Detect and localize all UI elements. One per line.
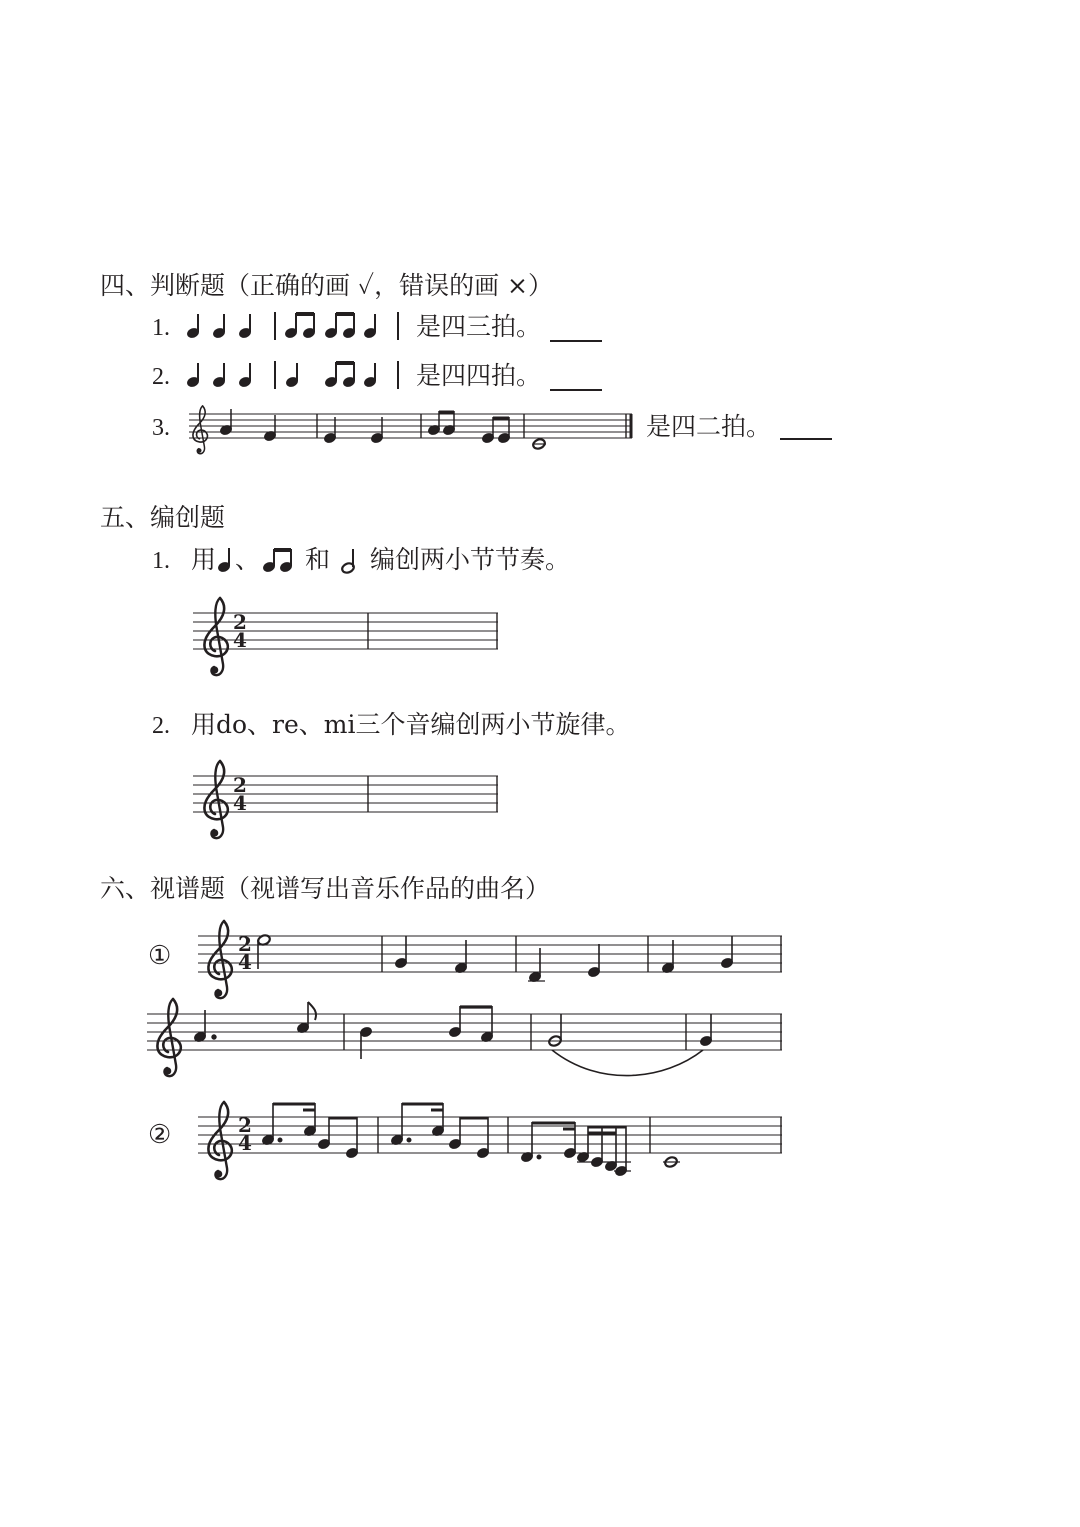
compose-1-time-top: 2: [233, 610, 247, 634]
judge-item-3-number: 3.: [152, 415, 170, 441]
judge-item-3-statement: 是四二拍。: [646, 412, 772, 441]
compose-2-time-bottom: 4: [233, 791, 247, 815]
piece-2-staff: [198, 1102, 782, 1179]
compose-item-1-prefix: 用: [191, 545, 217, 574]
compose-item-2-number: 2.: [152, 713, 170, 739]
piece-1-time-top: 2: [238, 932, 252, 956]
compose-item-1-sep2: 和: [305, 545, 331, 574]
section-sight-title: 六、视谱题（视谱写出音乐作品的曲名）: [100, 874, 551, 903]
piece-1-time-bottom: 4: [238, 950, 252, 974]
compose-item-1-suffix: 编创两小节节奏。: [370, 545, 571, 574]
compose-item-2-text: 用do、re、mi三个音编创两小节旋律。: [191, 710, 631, 739]
judge-item-2-statement: 是四四拍。: [416, 361, 542, 390]
rhythm-line-2: [186, 361, 398, 389]
compose-1-half-note-symbol: [341, 549, 355, 574]
rhythm-line-1: [186, 312, 398, 340]
piece-2-marker: ②: [148, 1120, 172, 1150]
compose-1-time-bottom: 4: [233, 628, 247, 652]
piece-2-time-bottom: 4: [238, 1131, 252, 1155]
compose-2-time-top: 2: [233, 773, 247, 797]
staff-judge-3: [189, 406, 632, 454]
judge-item-1-number: 1.: [152, 315, 170, 341]
compose-1-eighth-pair-symbol: [262, 549, 293, 573]
piece-2-time-top: 2: [238, 1113, 252, 1137]
piece-1-staff-line-1: [198, 921, 782, 998]
judge-item-1-statement: 是四三拍。: [416, 312, 542, 341]
compose-item-1-sep1: 、: [235, 545, 261, 574]
compose-item-1-number: 1.: [152, 548, 170, 574]
judge-item-2-number: 2.: [152, 364, 170, 390]
piece-1-marker: ①: [148, 941, 172, 971]
section-compose-title: 五、编创题: [100, 503, 226, 532]
piece-1-staff-line-2: [147, 999, 782, 1076]
compose-1-quarter-note-symbol: [217, 548, 231, 573]
section-judge-title: 四、判断题（正确的画 ✓，错误的画 ×）: [100, 271, 553, 300]
